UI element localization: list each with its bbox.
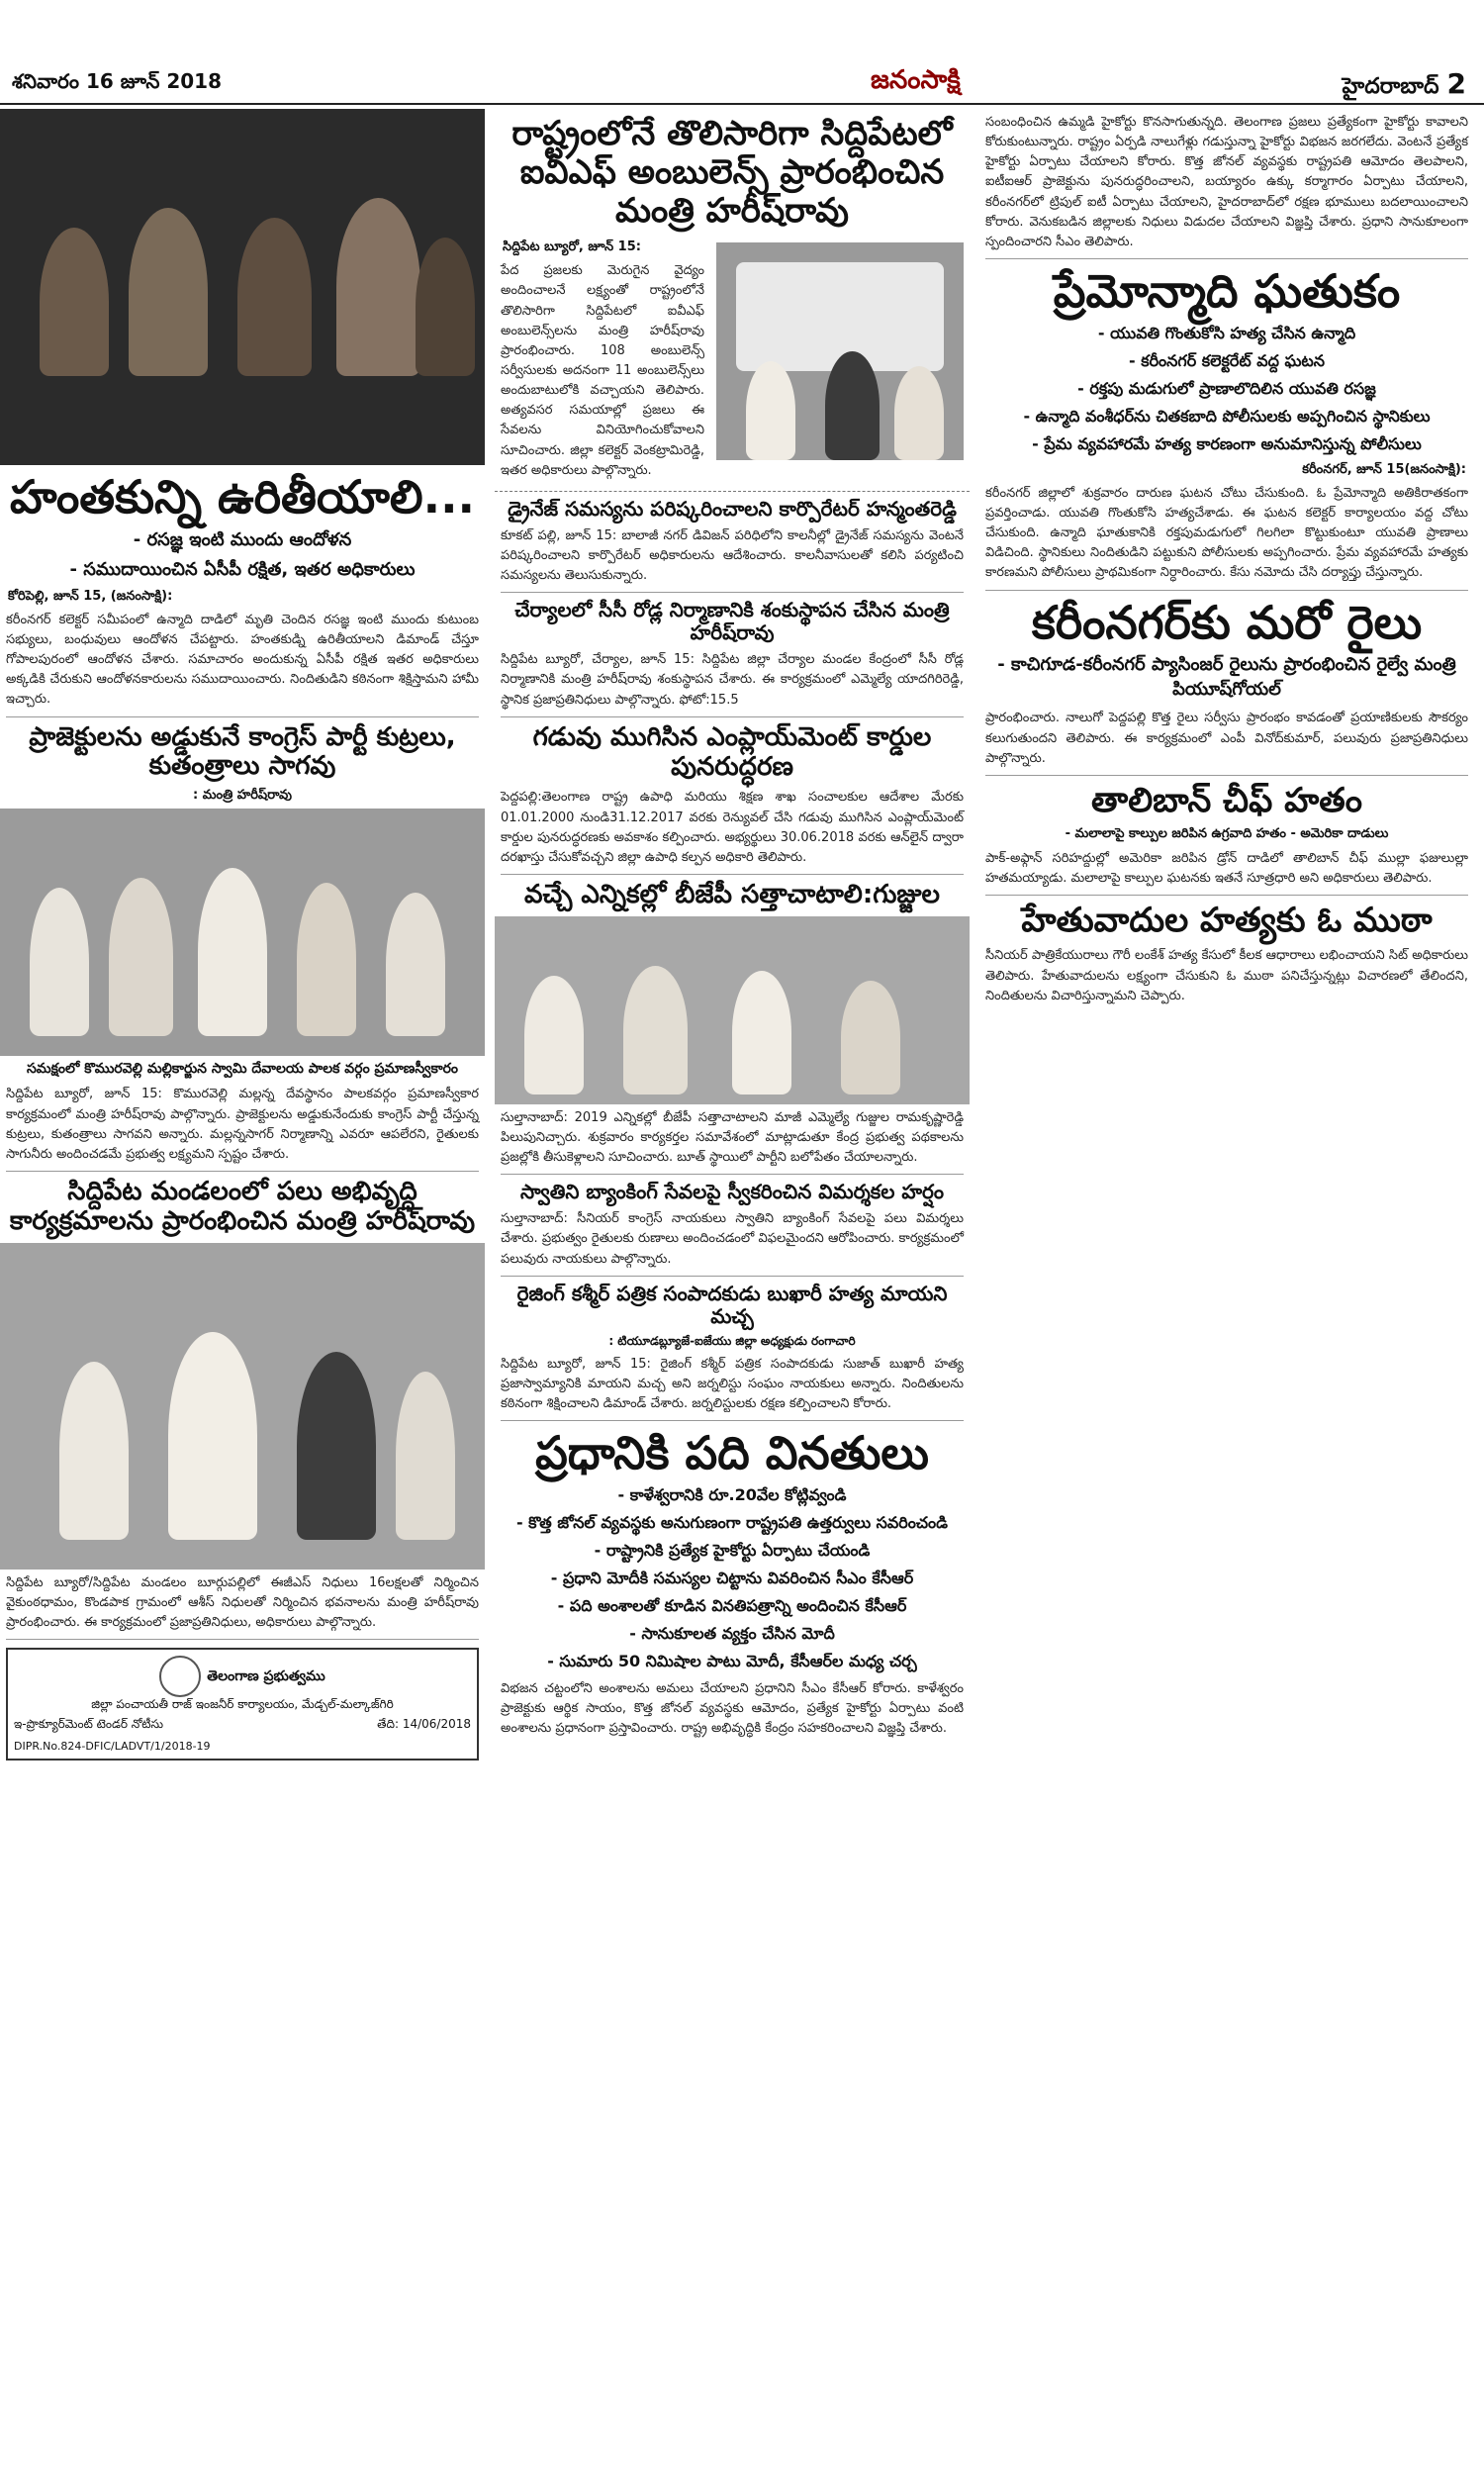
story-body: సిద్దిపేట బ్యూరో/సిద్దిపేట మండలం బూర్గుపల్లిలో ఈజీఎస్ నిధులు 16లక్షలతో నిర్మించిన వైకుంఠధామం, కొండపాక గ్రామంలో ఆశీస్ నిధులతో నిర్మించిన భవనాలను మంత్రి హరీష్‌రావు ప్రారంభించారు. ఈ కార్యక్రమంలో ప్రజాప్రతినిధులు, అధికారులు పాల్గొన్నారు. [6, 1573, 479, 1640]
bjp-meeting-photo [495, 916, 970, 1104]
page-number: 2 [1446, 67, 1466, 100]
inauguration-photo [0, 1243, 485, 1570]
story-body: పేద ప్రజలకు మెరుగైన వైద్యం అందించాలనే లక్ష్యంతో రాష్ట్రంలోనే తొలిసారిగా సిద్దిపేటలో ఐవీఎఫ్ అంబులెన్స్‌లను మంత్రి హరీష్‌రావు ప్రారంభించారు. 108 అంబులెన్స్ సర్వీసులకు అదనంగా 11 అంబులెన్స్‌లు అందుబాటులోకి వచ్చాయని తెలిపారు. అత్యవసర సమయాల్లో ప్రజలు ఈ సేవలను వినియోగించుకోవాలని సూచించారు. జిల్లా కలెక్టర్ వెంకట్రామిరెడ్డి, ఇతర అధికారులు పాల్గొన్నారు. [501, 263, 704, 478]
bullet-point: - సానుకూలత వ్యక్తం చేసిన మోదీ [629, 1624, 835, 1644]
edition-city [1343, 67, 1466, 104]
protest-crowd-photo [0, 109, 485, 465]
bullet-point: - సుమారు 50 నిమిషాల పాటు మోదీ, కేసీఆర్‌ల మధ్య చర్చ [547, 1652, 917, 1671]
notice-date: తేది: 14/06/2018 [377, 1717, 471, 1732]
story-body: సిద్దిపేట బ్యూరో, జూన్ 15: కొమురవెల్లి మల్లన్న దేవస్థానం పాలకవర్గం ప్రమాణస్వీకార కార్యక్రమంలో మంత్రి హరీష్‌రావు పాల్గొన్నారు. ప్రాజెక్టులను అడ్డుకునేందుకు కాంగ్రెస్ పార్టీ చేస్తున్న కుట్రలు, కుతంత్రాలు సాగవని అన్నారు. మల్లన్నసాగర్ నిర్మాణాన్ని ఎవరూ ఆపలేరని, రైతులకు సాగునీరు అందించడమే ప్రభుత్వ లక్ష్యమని స్పష్టం చేశారు. [6, 1085, 479, 1172]
headline-new-train: కరీంనగర్‌కు మరో రైలు [1031, 595, 1423, 649]
headline-execute-killer: హంతకున్ని ఉరితీయాలి... [9, 470, 476, 524]
bullet-point: - రక్తపు మడుగులో ప్రాణాలొదిలిన యువతి రసజ్ఞ [1077, 378, 1376, 398]
headline-lover-crime: ప్రేమోన్మాది ఘతుకం [1053, 263, 1401, 318]
dateline: కరీంనగర్, జూన్ 15(జనంసాక్షి): [1302, 461, 1466, 477]
bullet-point: - కొత్త జోనల్ వ్యవస్థకు అనుగుణంగా రాష్ట్రపతి ఉత్తర్వులు సవరించండి [515, 1513, 949, 1533]
page-header [0, 59, 1484, 105]
headline-credit: : టియూడబ్ల్యూజే-ఐజేయు జిల్లా అధ్యక్షుడు రంగాచారి [608, 1333, 856, 1348]
story-body: పాక్-అఫ్గాన్ సరిహద్దుల్లో అమెరికా జరిపిన డ్రోన్ దాడిలో తాలిబాన్ చీఫ్ ముల్లా ఫజులుల్లా హతమయ్యాడు. మలాలాపై కాల్పుల ఘటనకు ఇతనే సూత్రధారి అని అధికారులు తెలిపారు. [985, 849, 1468, 896]
continued-story-body: సంబంధించిన ఉమ్మడి హైకోర్టు కొనసాగుతున్నది. తెలంగాణ ప్రజలు ప్రత్యేకంగా హైకోర్టు కావాలని కోరుకుంటున్నారు. రాష్ట్రం ఏర్పడి నాలుగేళ్లు గడుస్తున్నా హైకోర్టు విభజన జరగలేదు. వెంటనే ప్రత్యేక హైకోర్టు ఏర్పాటు చేయాలని కోరారు. కొత్త జోనల్ వ్యవస్థకు రాష్ట్రపతి ఆమోదం తెలపాలని, ఐటీఐఆర్ ప్రాజెక్టును పునరుద్ధరించాలని, బయ్యారం ఉక్కు కర్మాగారం ఏర్పాటు చేయాలని, కరీంనగర్‌లో ట్రిపుల్ ఐటీ ఏర్పాటు చేయాలని, హైదరాబాద్‌లో రక్షణ భూములు బదలాయించాలని కోరారు. వెనుకబడిన జిల్లాలకు నిధులు విడుదల చేయాలని విజ్ఞప్తి చేశారు. ప్రధాని సానుకూలంగా స్పందించారని సీఎం తెలిపారు. [985, 113, 1468, 259]
column-middle [495, 109, 970, 2464]
headline-bjp-gujjula: వచ్చే ఎన్నికల్లో బీజేపీ సత్తాచాటాలి:గుజ్జుల [524, 880, 940, 910]
bullet-point: - ప్రేమ వ్యవహారమే హత్య కారణంగా అనుమానిస్తున్న పోలీసులు [1032, 433, 1422, 453]
headline-siddipet-development: సిద్దిపేట మండలంలో పలు అభివృద్ధి కార్యక్రమాలను ప్రారంభించిన మంత్రి హరీష్‌రావు [9, 1176, 476, 1236]
subhead-train: - కాచిగూడ-కరీంనగర్ ప్యాసింజర్ రైలును ప్రారంభించిన రైల్వే మంత్రి పియూష్‌గోయల్ [997, 654, 1456, 701]
headline-drainage: డ్రైనేజ్ సమస్యను పరిష్కరించాలని కార్పొరేటర్ హన్మంతరెడ్డి [508, 496, 957, 521]
story-body: సిద్దిపేట బ్యూరో, జూన్ 15: రైజింగ్ కశ్మీర్ పత్రిక సంపాదకుడు సుజాత్ బుఖారీ హత్య ప్రజాస్వామ్యానికి మాయని మచ్చ అని జర్నలిస్టు సంఘం నాయకులు అన్నారు. నిందితులను కఠినంగా శిక్షించాలని డిమాండ్ చేశారు. జర్నలిస్టులకు రక్షణ కల్పించాలని కోరారు. [501, 1355, 964, 1421]
govt-tender-notice [6, 1648, 479, 1761]
ambulance-photo [716, 242, 964, 460]
temple-ceremony-photo [0, 809, 485, 1056]
headline-pm-requests: ప్రధానికి పది వినతులు [535, 1426, 929, 1480]
bullet-point: - కాళేశ్వరానికి రూ.20వేల కోట్లివ్వండి [617, 1485, 847, 1505]
story-body: పెద్దపల్లి:తెలంగాణ రాష్ట్ర ఉపాధి మరియు శిక్షణ శాఖ సంచాలకుల ఆదేశాల మేరకు 01.01.2000 నుండి31.12.2017 వరకు రెన్యువల్ చేసి గడువు ముగిసిన ఎంప్లాయ్‌మెంట్ కార్డుల పునరుద్ధరణకు అవకాశం కల్పించారు. అభ్యర్థులు 30.06.2018 వరకు ఆన్‌లైన్ ద్వారా దరఖాస్తు చేసుకోవచ్చని జిల్లా ఉపాధి కల్పన అధికారి తెలిపారు. [501, 788, 964, 875]
headline-ivf-ambulance: రాష్ట్రంలోనే తొలిసారిగా సిద్దిపేటలో ఐవీఎఫ్ అంబులెన్స్ ప్రారంభించిన మంత్రి హరీష్‌రావు [511, 114, 953, 232]
bullet-point: - పది అంశాలతో కూడిన వినతిపత్రాన్ని అందించిన కేసీఆర్ [557, 1596, 907, 1616]
city-label: హైదరాబాద్ [1342, 74, 1439, 99]
subhead-acp: - సముదాయించిన ఏసీపీ రక్షిత, ఇతర అధికారులు [69, 558, 416, 580]
headline-banking-services: స్వాతిని బ్యాంకింగ్ సేవలపై స్వీకరించిన విమర్శకల హర్షం [519, 1180, 945, 1204]
headline-congress-conspiracy: ప్రాజెక్టులను అడ్డుకునే కాంగ్రెస్ పార్టీ కుట్రలు, కుతంత్రాలు సాగవు [29, 721, 456, 782]
notice-title: తెలంగాణ ప్రభుత్వము [207, 1668, 325, 1685]
dipr-number: DIPR.No.824-DFIC/LADVT/1/2018-19 [14, 1740, 211, 1754]
column-right [979, 109, 1474, 2464]
story-body: ప్రారంభించారు. నాలుగో పెద్దపల్లి కొత్త రైలు సర్వీసు ప్రారంభం కావడంతో ప్రయాణికులకు సౌకర్యం కలుగుతుందని తెలిపారు. ఈ కార్యక్రమంలో ఎంపీ వినోద్‌కుమార్, పలువురు ప్రజాప్రతినిధులు పాల్గొన్నారు. [985, 709, 1468, 775]
notice-office: జిల్లా పంచాయతీ రాజ్ ఇంజనీర్ కార్యాలయం, మేడ్చల్-మల్కాజ్‌గిరి [91, 1697, 394, 1712]
headline-rationalist-murders: హేతువాదుల హత్యకు ఓ ముఠా [1021, 901, 1433, 941]
bullet-point: - ఉన్మాది వంశీధర్‌ను చితకబాది పోలీసులకు అప్పగించిన స్థానికులు [1023, 406, 1431, 426]
story-body: సిద్దిపేట బ్యూరో, చేర్యాల, జూన్ 15: సిద్దిపేట జిల్లా చేర్యాల మండల కేంద్రంలో సీసీ రోడ్ల నిర్మాణానికి మంత్రి హరీష్‌రావు శంకుస్థాపన చేశారు. ఈ కార్యక్రమంలో ఎమ్మెల్యే యాదగిరిరెడ్డి, స్థానిక ప్రజాప్రతినిధులు పాల్గొన్నారు. ఫోటో:15.5 [501, 650, 964, 716]
bullet-point: - ప్రధాని మోదీకి సమస్యల చిట్టాను వివరించిన సీఎం కేసీఆర్ [550, 1569, 914, 1588]
masthead-logo: జనంసాక్షి [871, 65, 961, 95]
notice-type: ఇ-ప్రొక్యూర్‌మెంట్ టెండర్ నోటీసు [14, 1717, 164, 1732]
story-body: కూకట్ పల్లి, జూన్ 15: బాలాజీ నగర్ డివిజన్ పరిధిలోని కాలనీల్లో డ్రైనేజ్ సమస్యను వెంటనే పరిష్కరించాలని కార్పొరేటర్ అధికారులను ఆదేశించారు. కాలనీవాసులతో కలిసి పర్యటించి సమస్యలను తెలుసుకున్నారు. [501, 526, 964, 593]
headline-credit: : మంత్రి హరీష్‌రావు [193, 788, 292, 804]
story-body: కరీంనగర్ జిల్లాలో శుక్రవారం దారుణ ఘటన చోటు చేసుకుంది. ఓ ప్రేమోన్మాది అతికిరాతకంగా ప్రవర్తించాడు. యువతి గొంతుకోసి హత్యచేశాడు. ఈ ఘటన కలెక్టర్ కార్యాలయం వద్ద చోటు చేసుకుంది. ఉన్మాది ఘాతుకానికి రక్తపుమడుగులో గిలగిలా కొట్టుకుంటూ యువతి ప్రాణాలు విడిచింది. స్థానికులు నిందితుడిని పట్టుకుని పోలీసులకు అప్పగించారు. ప్రేమ వ్యవహారమే హత్యకు కారణమని పోలీసులు ప్రాథమికంగా నిర్ధారించారు. కేసు నమోదు చేసి దర్యాప్తు చేస్తున్నారు. [985, 484, 1468, 591]
headline-employment-cards: గడువు ముగిసిన ఎంప్లాయ్‌మెంట్ కార్డుల పునరుద్ధరణ [532, 721, 932, 782]
issue-date: శనివారం 16 జూన్ 2018 [12, 69, 222, 93]
bullet-point: - కరీంనగర్ కలెక్టరేట్ వద్ద ఘటన [1129, 350, 1325, 370]
story-body: సుల్తానాబాద్: సీనియర్ కాంగ్రెస్ నాయకులు స్వాతిని బ్యాంకింగ్ సేవలపై పలు విమర్శలు చేశారు. ప్రభుత్వం రైతులకు రుణాలు అందించడంలో విఫలమైందని ఆరోపించారు. కార్యక్రమంలో పలువురు నాయకులు పాల్గొన్నారు. [501, 1209, 964, 1276]
story-body: కరీంనగర్ కలెక్టర్ సమీపంలో ఉన్మాది దాడిలో మృతి చెందిన రసజ్ఞ ఇంటి ముందు కుటుంబ సభ్యులు, బంధువులు ఆందోళన చేపట్టారు. హంతకుడ్ని ఉరితీయాలని డిమాండ్ చేస్తూ గోపాలపురంలో ఆందోళన చేశారు. సమాచారం అందుకున్న ఏసీపీ రక్షిత ఇతర అధికారులు అక్కడికి చేరుకుని ఆందోళనకారులను సముదాయించారు. నిందితుడిని కఠినంగా శిక్షిస్తామని హామీ ఇచ్చారు. [6, 611, 479, 717]
headline-bukhari-murder: రైజింగ్ కశ్మీర్ పత్రిక సంపాదకుడు బుఖారీ హత్య మాయని మచ్చ [516, 1281, 948, 1328]
bullet-point: - రాష్ట్రానికి ప్రత్యేక హైకోర్టు ఏర్పాటు చేయండి [594, 1541, 871, 1561]
subhead-protest: - రసజ్ఞ ఇంటి ముందు ఆందోళన [133, 528, 352, 550]
story-body: సీనియర్ పాత్రికేయురాలు గౌరీ లంకేశ్ హత్య కేసులో కీలక ఆధారాలు లభించాయని సిట్ అధికారులు తెలిపారు. హేతువాదులను లక్ష్యంగా చేసుకుని ఓ ముఠా పనిచేస్తున్నట్లు విచారణలో తేలిందని, నిందితులను విచారిస్తున్నామని చెప్పారు. [985, 948, 1468, 1003]
govt-seal-icon [159, 1656, 201, 1697]
subhead-taliban: - మలాలాపై కాల్పుల జరిపిన ఉగ్రవాది హతం - అమెరికా దాడులు [1065, 825, 1389, 841]
headline-taliban-chief: తాలిబాన్ చీఫ్ హతం [1091, 780, 1362, 820]
column-left [0, 109, 485, 2464]
headline-cc-roads: చేర్యాలలో సీసీ రోడ్ల నిర్మాణానికి శంకుస్థాపన చేసిన మంత్రి హరీష్‌రావు [514, 598, 950, 645]
bullet-point: - యువతి గొంతుకోసి హత్య చేసిన ఉన్మాది [1097, 323, 1356, 342]
dateline: సిద్దిపేట బ్యూరో, జూన్ 15: [503, 239, 641, 255]
story-body: సుల్తానాబాద్: 2019 ఎన్నికల్లో బీజేపీ సత్తాచాటాలని మాజీ ఎమ్మెల్యే గుజ్జుల రామకృష్ణారెడ్డి పిలుపునిచ్చారు. శుక్రవారం కార్యకర్తల సమావేశంలో మాట్లాడుతూ కేంద్ర ప్రభుత్వ పథకాలను ప్రజల్లోకి తీసుకెళ్లాలని సూచించారు. బూత్ స్థాయిలో పార్టీని బలోపేతం చేయాలన్నారు. [501, 1108, 964, 1175]
dateline: కోరిపెల్లి, జూన్ 15, (జనంసాక్షి): [8, 588, 173, 604]
story-body: విభజన చట్టంలోని అంశాలను అమలు చేయాలని ప్రధానిని సీఎం కేసీఆర్ కోరారు. కాళేశ్వరం ప్రాజెక్టుకు ఆర్థిక సాయం, కొత్త జోనల్ వ్యవస్థకు ఆమోదం, ప్రత్యేక హైకోర్టు ఏర్పాటు వంటి అంశాలను ప్రధానంగా ప్రస్తావించారు. రాష్ట్ర అభివృద్ధికి కేంద్రం సహకరించాలని విజ్ఞప్తి చేశారు. [501, 1681, 964, 1737]
photo-caption: సమక్షంలో కొమురవెల్లి మల్లికార్జున స్వామి దేవాలయ పాలక వర్గం ప్రమాణస్వీకారం [26, 1061, 458, 1078]
